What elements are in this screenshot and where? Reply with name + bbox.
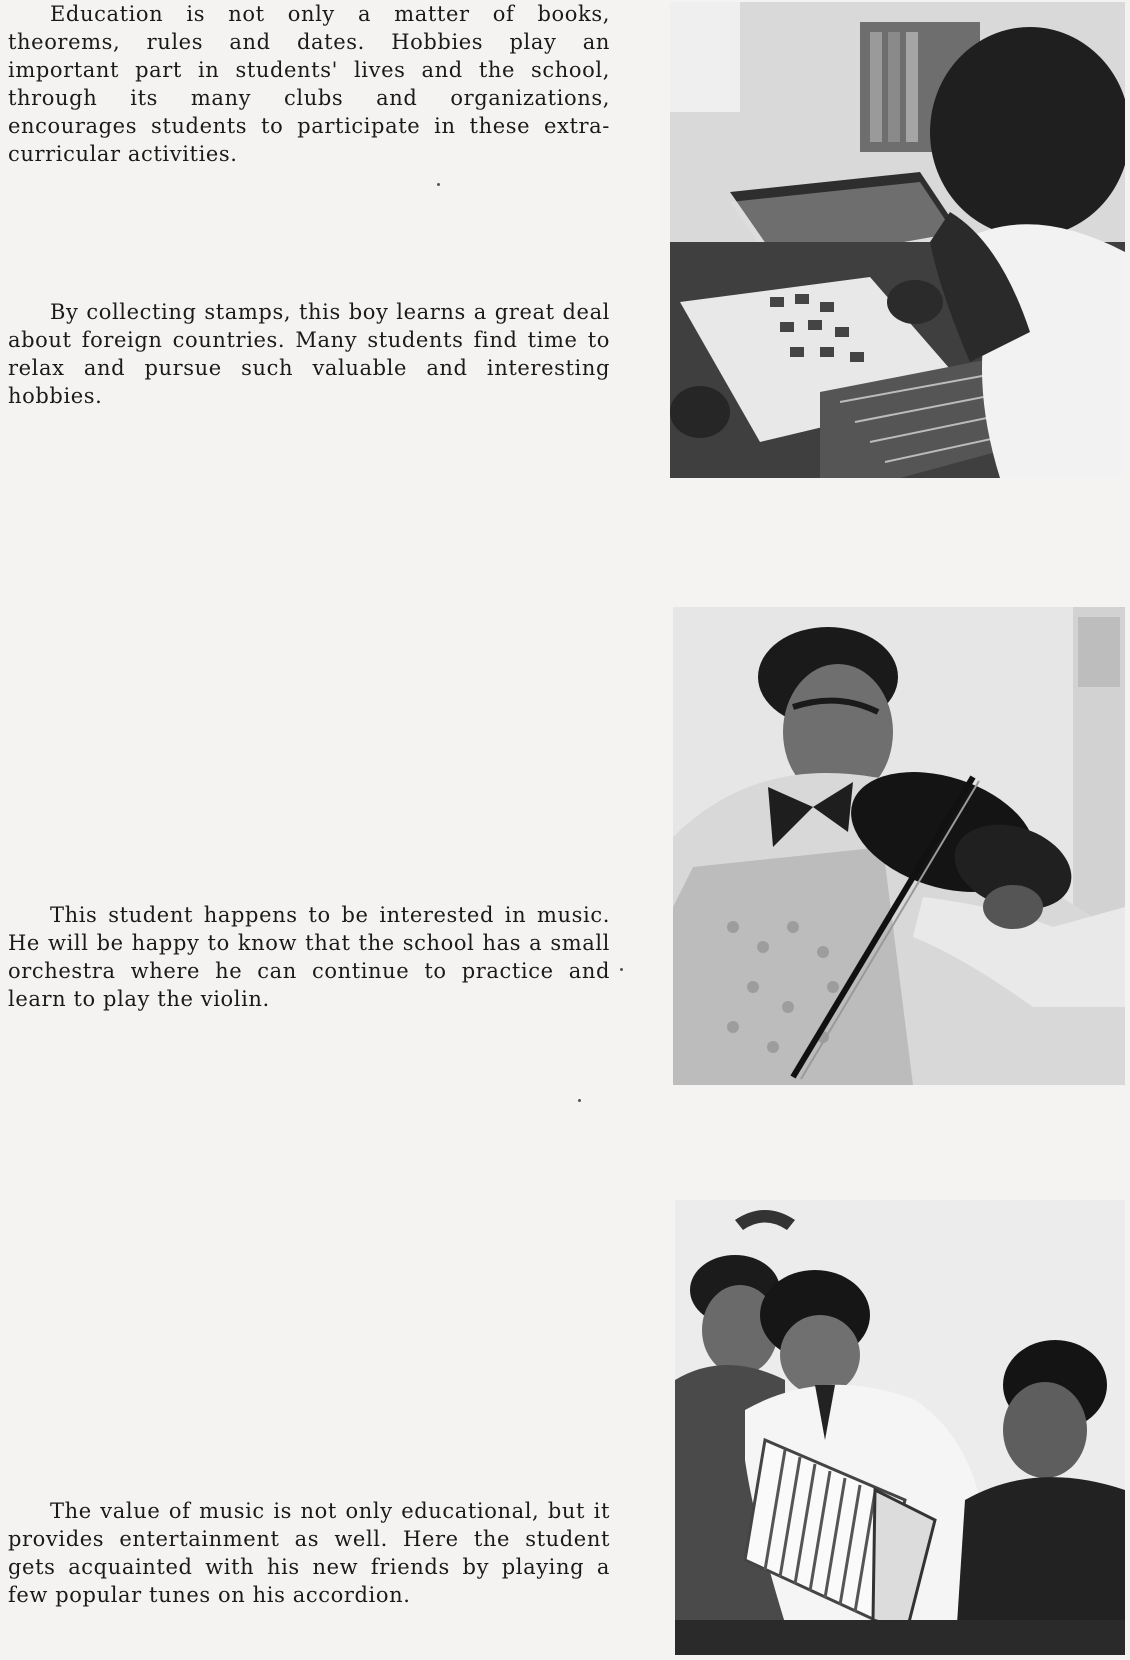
violin-student-photo [673,607,1125,1085]
caption-accordion: The value of music is not only educational, but it provides entertainment as well. Here the student gets acquainted with his new friends by playing a few popular tunes on his accordion. [8,1499,610,1607]
print-speck [578,1099,581,1102]
stamp-collecting-photo [670,2,1125,478]
print-speck [620,968,623,971]
print-speck [437,183,440,186]
caption-education: Education is not only a matter of books, theorems, rules and dates. Hobbies play an important part in students' lives and the school, through its many clubs and organizations, encourages students to participate in these extra-curricular activities. [8,2,610,166]
accordion-student-photo [675,1200,1125,1655]
violin-student-illustration [673,607,1125,1085]
accordion-student-illustration [675,1200,1125,1655]
caption-stamps: By collecting stamps, this boy learns a great deal about foreign countries. Many students find time to relax and pursue such valuable and interesting hobbies. [8,300,610,408]
caption-violin: This student happens to be interested in music. He will be happy to know that the school has a small orchestra where he can continue to practice and learn to play the violin. [8,903,610,1011]
stamp-collecting-illustration [670,2,1125,478]
